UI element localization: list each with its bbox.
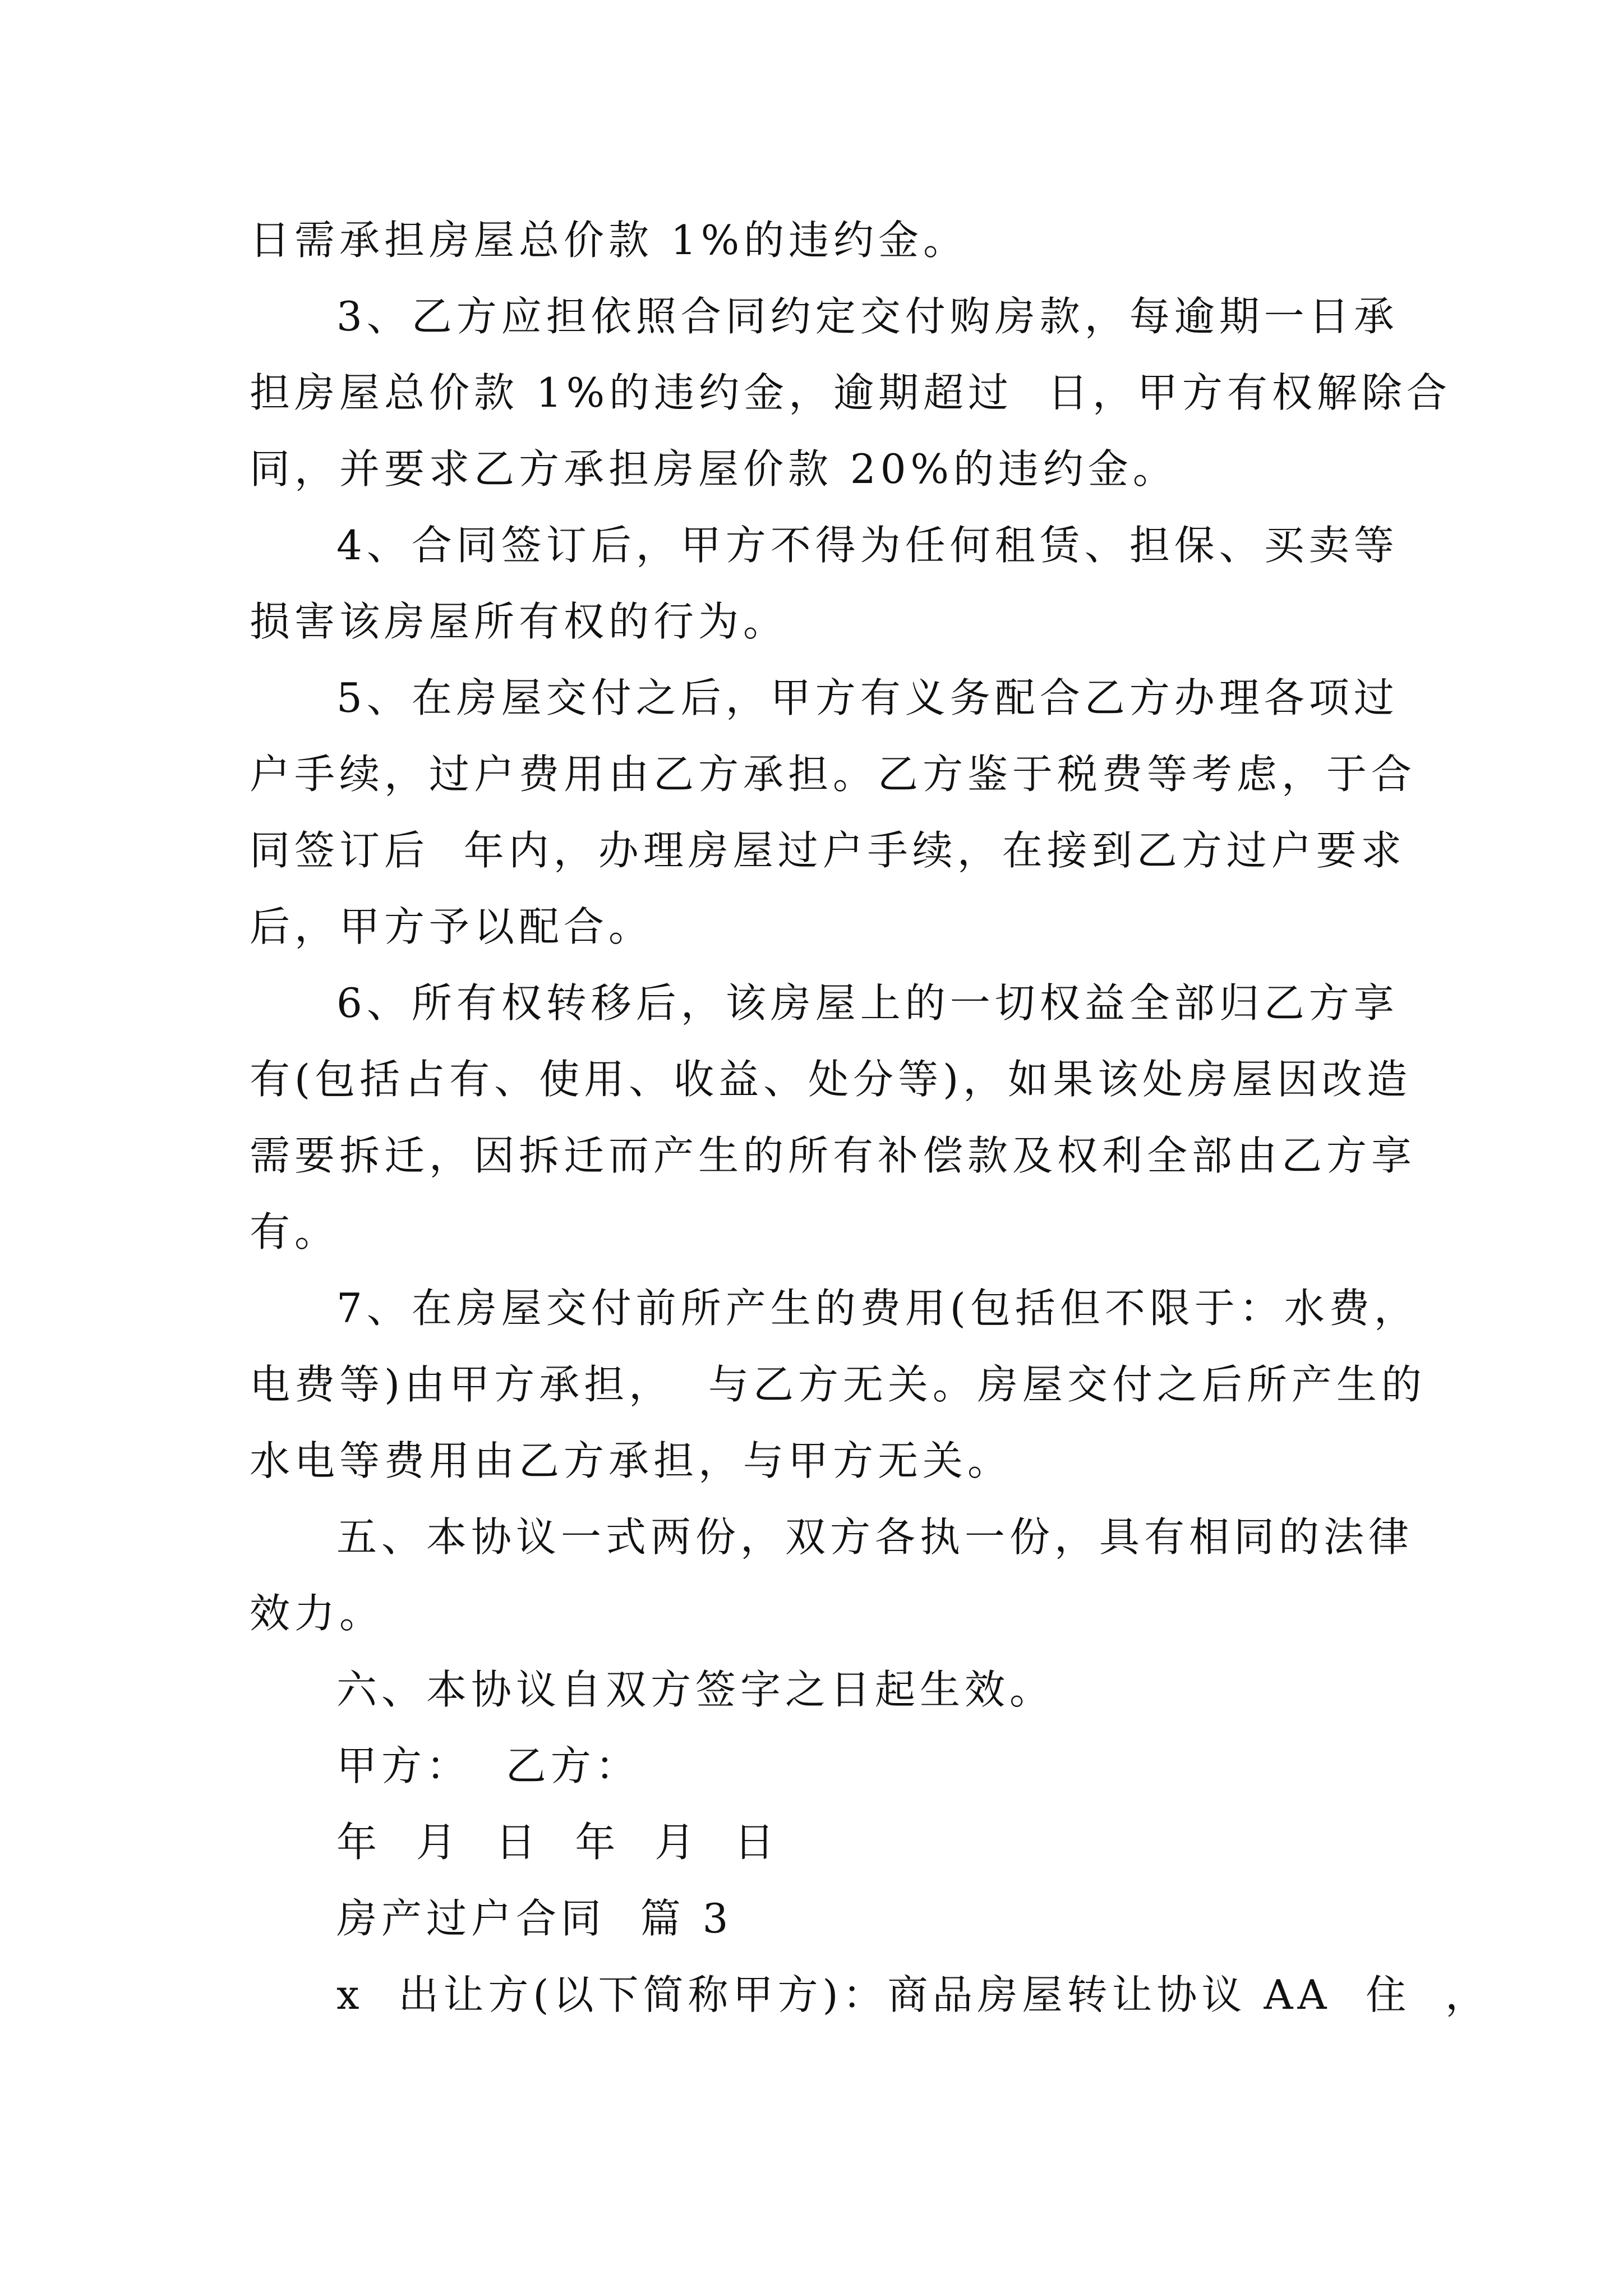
article-5-line-2: 效力。: [250, 1590, 385, 1637]
signature-parties-line: 甲方： 乙方：: [336, 1742, 640, 1789]
clause-6-line-2: 有(包括占有、使用、收益、处分等)，如果该处房屋因改造: [250, 1056, 1412, 1103]
transferor-line: x 出让方(以下简称甲方)：商品房屋转让协议 AA 住 ，: [336, 1971, 1490, 2018]
clause-3-line-1: 3、乙方应担依照合同约定交付购房款，每逾期一日承: [336, 293, 1399, 340]
clause-5-line-3: 同签订后 年内，办理房屋过户手续，在接到乙方过户要求: [250, 827, 1406, 874]
clause-5-line-2: 户手续，过户费用由乙方承担。乙方鉴于税费等考虑，于合: [250, 751, 1417, 798]
article-5-line-1: 五、本协议一式两份，双方各执一份，具有相同的法律: [336, 1513, 1414, 1561]
clause-6-line-3: 需要拆迁，因拆迁而产生的所有补偿款及权利全部由乙方享: [250, 1132, 1417, 1179]
paragraph-line-continuation: 日需承担房屋总价款 1%的违约金。: [250, 217, 969, 264]
clause-6-line-4: 有。: [250, 1208, 340, 1255]
signature-dates-line: 年 月 日 年 月 日: [336, 1819, 779, 1866]
clause-6-line-1: 6、所有权转移后，该房屋上的一切权益全部归乙方享: [336, 979, 1399, 1027]
clause-7-line-1: 7、在房屋交付前所产生的费用(包括但不限于：水费，: [336, 1285, 1419, 1332]
clause-5-line-4: 后，甲方予以配合。: [250, 903, 654, 950]
clause-4-line-2: 损害该房屋所有权的行为。: [250, 598, 789, 645]
article-6-line: 六、本协议自双方签字之日起生效。: [336, 1666, 1055, 1713]
clause-4-line-1: 4、合同签订后，甲方不得为任何租赁、担保、买卖等: [336, 522, 1399, 569]
clause-3-line-3: 同，并要求乙方承担房屋价款 20%的违约金。: [250, 445, 1178, 493]
clause-3-line-2: 担房屋总价款 1%的违约金，逾期超过 日，甲方有权解除合: [250, 369, 1451, 416]
clause-7-line-2: 电费等)由甲方承担， 与乙方无关。房屋交付之后所产生的: [250, 1361, 1426, 1408]
contract-text-body: [250, 202, 1490, 2033]
section-heading: 房产过户合同 篇 3: [336, 1895, 733, 1942]
clause-5-line-1: 5、在房屋交付之后，甲方有义务配合乙方办理各项过: [336, 674, 1399, 721]
clause-7-line-3: 水电等费用由乙方承担，与甲方无关。: [250, 1437, 1013, 1484]
